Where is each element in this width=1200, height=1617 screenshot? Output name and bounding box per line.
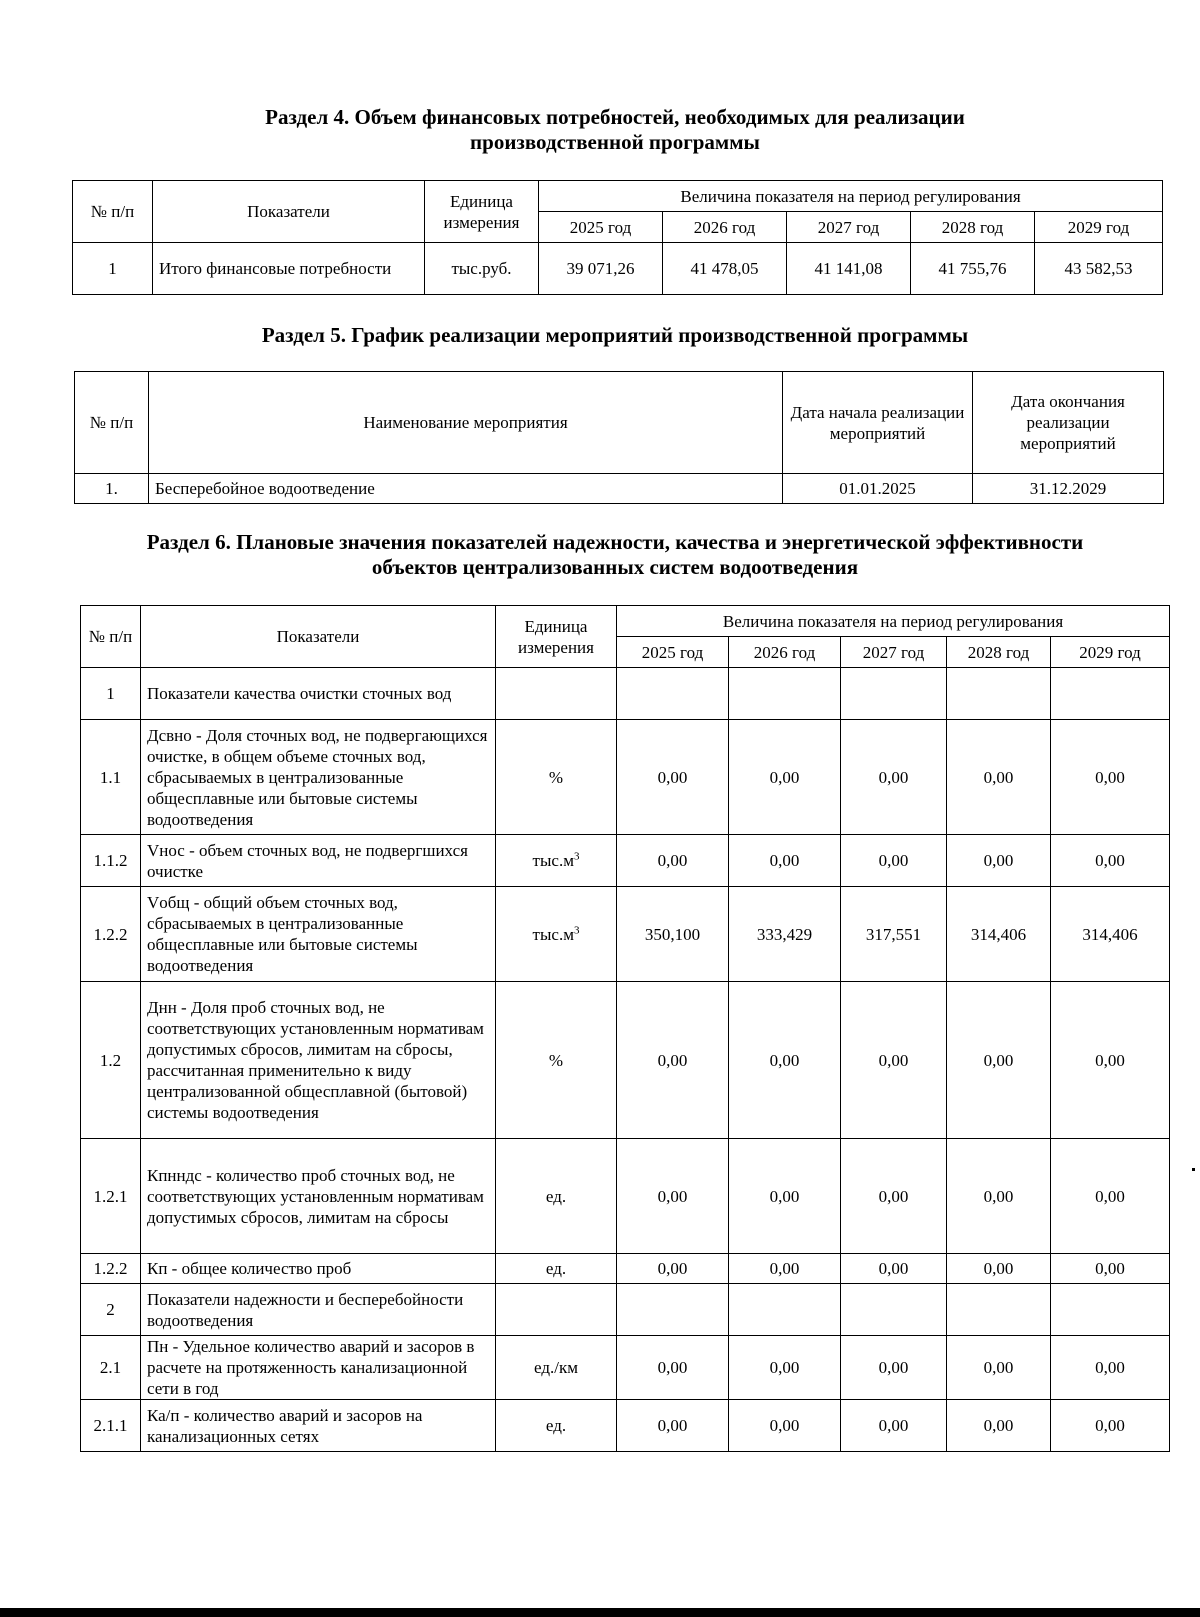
s6-row-unit [496, 835, 617, 887]
table-row [81, 1139, 1170, 1254]
s6-row-indicator: Vнос - объем сточных вод, не подвергшихся очистке [141, 835, 496, 887]
s6-row-num: 2.1 [81, 1336, 141, 1400]
s6-row-num: 1.2.2 [81, 887, 141, 982]
s4-row-value: 41 755,76 [911, 243, 1035, 295]
section5-table [74, 371, 1164, 504]
s6-row-value: 0,00 [617, 1336, 729, 1400]
s6-row-value: 314,406 [1051, 887, 1170, 982]
s6-row-value: 0,00 [947, 982, 1051, 1139]
s6-row-value: 0,00 [947, 1400, 1051, 1452]
s6-row-num: 1.2.2 [81, 1254, 141, 1284]
s6-row-value: 0,00 [1051, 1139, 1170, 1254]
s6-row-value [1051, 1284, 1170, 1336]
s6-row-value [729, 1284, 841, 1336]
s5-row-start: 01.01.2025 [783, 474, 973, 504]
s6-row-unit [496, 1284, 617, 1336]
scan-bottom-edge [0, 1608, 1200, 1617]
s4-row-value: 43 582,53 [1035, 243, 1163, 295]
s4-header-indicator: Показатели [153, 181, 425, 243]
s6-row-value: 0,00 [617, 1139, 729, 1254]
s4-header-period: Величина показателя на период регулирования [539, 181, 1163, 212]
s4-row-unit: тыс.руб. [425, 243, 539, 295]
s4-header-year: 2026 год [663, 212, 787, 243]
s6-row-value: 0,00 [1051, 1400, 1170, 1452]
s5-header-num: № п/п [75, 372, 149, 474]
table-row [81, 887, 1170, 982]
s6-header-year: 2027 год [841, 637, 947, 668]
s6-header-period: Величина показателя на период регулирования [617, 606, 1170, 637]
s6-row-value: 0,00 [1051, 1336, 1170, 1400]
s6-row-value: 0,00 [841, 982, 947, 1139]
s6-row-indicator: Vобщ - общий объем сточных вод, сбрасываемых в централизованные общесплавные или бытовые системы водоотведения [141, 887, 496, 982]
s6-row-value: 0,00 [729, 1336, 841, 1400]
s6-row-value: 0,00 [1051, 835, 1170, 887]
section5-title: Раздел 5. График реализации мероприятий производственной программы [261, 323, 969, 347]
s6-row-value: 0,00 [617, 720, 729, 835]
s6-row-value: 0,00 [617, 982, 729, 1139]
s6-row-value: 0,00 [841, 720, 947, 835]
s6-row-unit: ед. [496, 1254, 617, 1284]
s6-header-indicator: Показатели [141, 606, 496, 668]
section4-title-line1: Раздел 4. Объем финансовых потребностей, необходимых для реализации [265, 105, 965, 129]
s4-header-year: 2027 год [787, 212, 911, 243]
s6-header-year: 2028 год [947, 637, 1051, 668]
s6-row-indicator: Кпнндс - количество проб сточных вод, не соответствующих установленным нормативам допустимых сбросов, лимитам на сбросы [141, 1139, 496, 1254]
s6-row-value: 333,429 [729, 887, 841, 982]
s4-row-indicator: Итого финансовые потребности [153, 243, 425, 295]
s6-row-value: 0,00 [947, 835, 1051, 887]
s4-header-year: 2025 год [539, 212, 663, 243]
s6-row-value: 0,00 [947, 720, 1051, 835]
s6-row-value: 0,00 [841, 1254, 947, 1284]
s6-row-value: 0,00 [729, 720, 841, 835]
s5-header-start: Дата начала реализации мероприятий [783, 372, 973, 474]
s6-row-unit-sup: 3 [573, 850, 580, 863]
scan-mark [1192, 1168, 1195, 1171]
table-row [81, 668, 1170, 720]
s6-row-value: 0,00 [947, 1336, 1051, 1400]
s6-row-unit: % [496, 720, 617, 835]
s6-row-indicator: Пн - Удельное количество аварий и засоров в расчете на протяженность канализационной сети в год [141, 1336, 496, 1400]
s6-row-value: 0,00 [729, 1139, 841, 1254]
s6-row-indicator: Дсвно - Доля сточных вод, не подвергающихся очистке, в общем объеме сточных вод, сбрасываемых в централизованные общесплавные или бытовые системы водоотведения [141, 720, 496, 835]
s6-row-value: 0,00 [1051, 720, 1170, 835]
s6-row-num: 1.1 [81, 720, 141, 835]
s5-row-name: Бесперебойное водоотведение [149, 474, 783, 504]
s4-row-num: 1 [73, 243, 153, 295]
s6-row-num: 2 [81, 1284, 141, 1336]
section6-title-line1: Раздел 6. Плановые значения показателей надежности, качества и энергетической эффективности [146, 530, 1084, 554]
s5-header-end: Дата окончания реализации мероприятий [973, 372, 1164, 474]
s6-row-indicator: Показатели качества очистки сточных вод [141, 668, 496, 720]
s6-row-value [617, 1284, 729, 1336]
s6-row-num: 1 [81, 668, 141, 720]
s6-row-unit-text: тыс.м [532, 851, 574, 870]
s6-header-year: 2026 год [729, 637, 841, 668]
s6-header-num: № п/п [81, 606, 141, 668]
s4-header-num: № п/п [73, 181, 153, 243]
s6-row-value [841, 1284, 947, 1336]
s6-row-unit-text: тыс.м [532, 924, 574, 944]
s6-row-value: 0,00 [841, 1336, 947, 1400]
table-row [81, 1336, 1170, 1400]
s6-row-value: 317,551 [841, 887, 947, 982]
s6-row-value: 0,00 [729, 1254, 841, 1284]
s6-row-num: 2.1.1 [81, 1400, 141, 1452]
s6-row-value: 0,00 [947, 1139, 1051, 1254]
s4-header-unit: Единица измерения [425, 181, 539, 243]
s5-header-name: Наименование мероприятия [149, 372, 783, 474]
s6-row-unit-sup: 3 [573, 923, 580, 936]
section4-title [70, 105, 1160, 155]
s5-row-num: 1. [75, 474, 149, 504]
s6-row-unit: ед. [496, 1139, 617, 1254]
s6-row-indicator: Днн - Доля проб сточных вод, не соответствующих установленным нормативам допустимых сбросов, лимитам на сбросы, рассчитанная применительно к виду централизованной общесплавной (бытовой) системы водоотведения [141, 982, 496, 1139]
s6-row-value [947, 668, 1051, 720]
s6-header-year: 2025 год [617, 637, 729, 668]
s6-row-value: 0,00 [617, 1254, 729, 1284]
s6-row-num: 1.2.1 [81, 1139, 141, 1254]
s6-row-value: 0,00 [729, 835, 841, 887]
s6-row-value: 0,00 [1051, 1254, 1170, 1284]
s6-row-num: 1.1.2 [81, 835, 141, 887]
s6-row-value: 350,100 [617, 887, 729, 982]
section6-title [60, 530, 1170, 580]
s6-row-indicator: Показатели надежности и бесперебойности водоотведения [141, 1284, 496, 1336]
table-row [81, 1254, 1170, 1284]
s6-row-unit: ед./км [496, 1336, 617, 1400]
section6-table [80, 605, 1170, 1452]
s6-row-unit: % [496, 982, 617, 1139]
s6-row-value: 0,00 [841, 835, 947, 887]
s4-header-year: 2028 год [911, 212, 1035, 243]
s6-row-value: 314,406 [947, 887, 1051, 982]
s6-row-unit [496, 668, 617, 720]
s6-row-value [617, 668, 729, 720]
table-row [81, 1400, 1170, 1452]
s6-row-value: 0,00 [617, 835, 729, 887]
table-row [81, 835, 1170, 887]
s4-header-year: 2029 год [1035, 212, 1163, 243]
s6-row-value [729, 668, 841, 720]
table-row [81, 720, 1170, 835]
s6-row-value [947, 1284, 1051, 1336]
section4-title-line2: производственной программы [470, 130, 760, 154]
table-row [73, 243, 1163, 295]
s6-row-value: 0,00 [729, 1400, 841, 1452]
s6-header-unit: Единица измерения [496, 606, 617, 668]
s6-row-value [1051, 668, 1170, 720]
s6-header-year: 2029 год [1051, 637, 1170, 668]
s6-row-value: 0,00 [729, 982, 841, 1139]
s6-row-unit: ед. [496, 1400, 617, 1452]
s5-row-end: 31.12.2029 [973, 474, 1164, 504]
table-row [81, 1284, 1170, 1336]
s6-row-value: 0,00 [947, 1254, 1051, 1284]
s4-row-value: 41 478,05 [663, 243, 787, 295]
table-row [81, 982, 1170, 1139]
section6-title-line2: объектов централизованных систем водоотведения [371, 555, 859, 579]
s6-row-value [841, 668, 947, 720]
s6-row-value: 0,00 [1051, 982, 1170, 1139]
table-row [75, 474, 1164, 504]
s4-row-value: 39 071,26 [539, 243, 663, 295]
s4-row-value: 41 141,08 [787, 243, 911, 295]
s6-row-num: 1.2 [81, 982, 141, 1139]
s6-row-unit [496, 887, 617, 982]
s6-row-value: 0,00 [841, 1400, 947, 1452]
s6-row-indicator: Ка/п - количество аварий и засоров на канализационных сетях [141, 1400, 496, 1452]
s6-row-value: 0,00 [617, 1400, 729, 1452]
s6-row-value: 0,00 [841, 1139, 947, 1254]
s6-row-indicator: Кп - общее количество проб [141, 1254, 496, 1284]
section4-table [72, 180, 1163, 295]
